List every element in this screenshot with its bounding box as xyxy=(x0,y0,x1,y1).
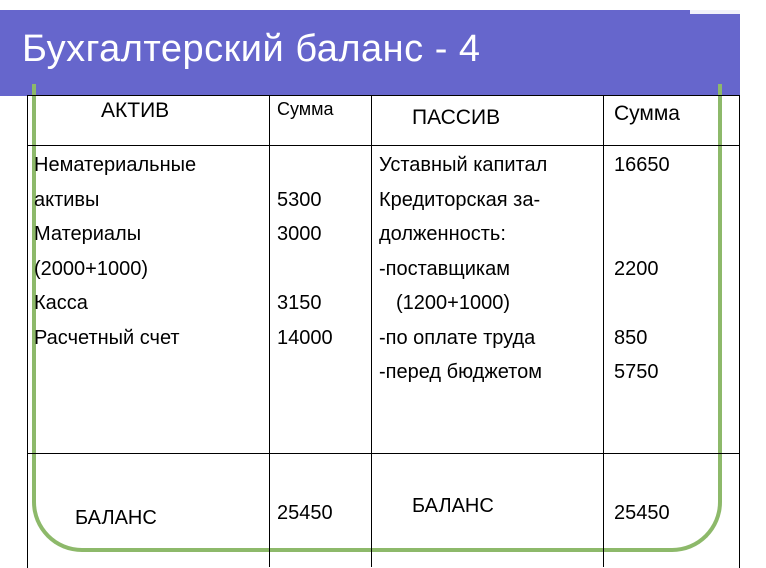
title-accent-line xyxy=(690,10,740,14)
total-row-divider xyxy=(27,453,739,454)
asset-item: Касса xyxy=(34,292,88,314)
asset-total-value: 25450 xyxy=(277,502,333,524)
asset-sum: 5300 xyxy=(277,188,322,211)
liability-sum: 2200 xyxy=(614,257,659,280)
asset-item: Материалы xyxy=(34,223,142,245)
asset-sum: 3150 xyxy=(277,292,322,314)
header-asset-sum: Сумма xyxy=(277,99,334,119)
liability-total-value: 25450 xyxy=(614,502,670,524)
asset-sum: 14000 xyxy=(277,326,333,349)
liability-item: Кредиторская за- xyxy=(379,188,541,211)
liability-sum: 850 xyxy=(614,326,648,349)
header-liability-sum: Сумма xyxy=(614,102,680,125)
liability-item: -по оплате труда xyxy=(379,326,536,349)
liability-item: долженность: xyxy=(379,223,506,245)
header-asset: АКТИВ xyxy=(101,99,170,122)
header-row-divider xyxy=(27,145,739,146)
column-divider xyxy=(371,95,372,567)
liability-item: Уставный капитал xyxy=(379,154,548,176)
liability-item: -перед бюджетом xyxy=(379,361,542,383)
liability-sum: 16650 xyxy=(614,154,670,176)
asset-sum: 3000 xyxy=(277,223,322,245)
liability-item: (1200+1000) xyxy=(396,292,510,314)
asset-item: активы xyxy=(34,188,100,211)
liability-total-label: БАЛАНС xyxy=(412,495,494,517)
column-divider xyxy=(603,95,604,567)
liability-sum: 5750 xyxy=(614,361,659,383)
column-divider xyxy=(269,95,270,567)
liability-item: -поставщикам xyxy=(379,257,510,280)
asset-item: Нематериальные xyxy=(34,154,197,176)
asset-item: (2000+1000) xyxy=(34,257,148,280)
header-liability: ПАССИВ xyxy=(412,106,501,129)
slide-title: Бухгалтерский баланс - 4 xyxy=(22,28,481,70)
asset-total-label: БАЛАНС xyxy=(75,507,157,529)
asset-item: Расчетный счет xyxy=(34,326,180,349)
